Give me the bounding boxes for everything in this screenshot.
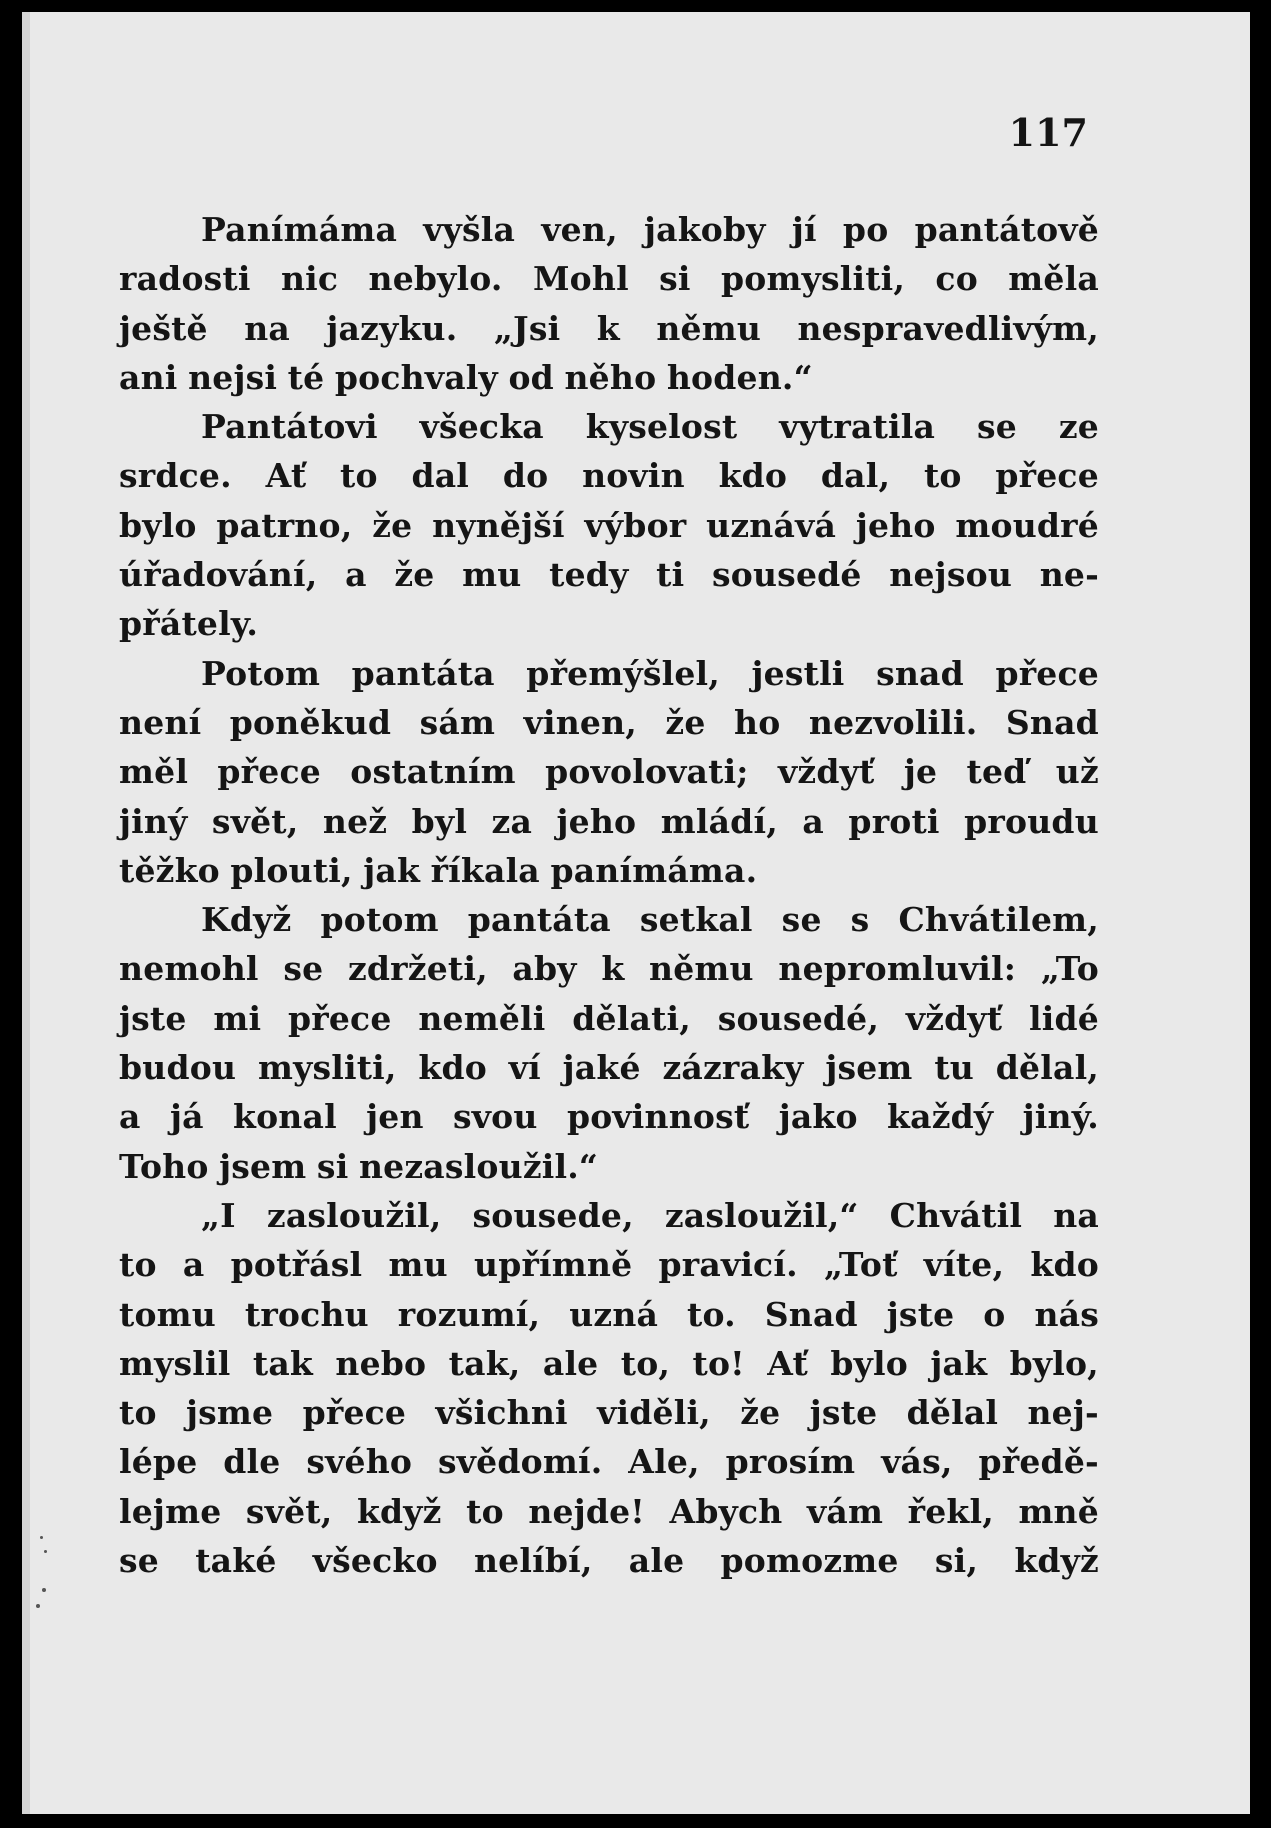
word: předě- (978, 1442, 1099, 1482)
word: povolovati; (545, 752, 749, 792)
word: jazyku. (326, 308, 458, 348)
word: jak (363, 850, 421, 890)
word: nejsou (889, 555, 1013, 595)
text-line (119, 944, 1099, 993)
text-line (119, 994, 1099, 1043)
word: se (781, 900, 822, 940)
word: zasloužil,“ (664, 1195, 859, 1235)
text-line (119, 846, 1099, 895)
word: víte, (923, 1245, 1005, 1285)
text-line (119, 550, 1099, 599)
word: sám (419, 702, 496, 742)
word: Potom (201, 653, 321, 693)
word: viděli, (597, 1393, 711, 1433)
text-line (119, 747, 1099, 796)
word: úřadování, (119, 555, 318, 595)
word: se (976, 407, 1017, 447)
word: že (665, 702, 706, 742)
word: dal, (820, 456, 891, 496)
word: přece (302, 1393, 407, 1433)
word: dle (223, 1442, 281, 1482)
word: ne- (1039, 555, 1099, 595)
word: to (923, 456, 962, 496)
word: mu (388, 1245, 448, 1285)
word: jak (930, 1343, 988, 1383)
word: povinnosť (566, 1097, 750, 1137)
word: že (740, 1393, 781, 1433)
book-page (22, 12, 1250, 1814)
word: mysliti, (257, 1048, 397, 1088)
text-line (119, 698, 1099, 747)
word: ostatním (350, 752, 516, 792)
word: němu (649, 949, 754, 989)
word: se (119, 1541, 159, 1581)
word: vám (807, 1491, 884, 1531)
word: sousedé (711, 555, 862, 595)
word: kdo (418, 1048, 487, 1088)
word: Panímáma (201, 210, 398, 249)
word: po (842, 210, 889, 249)
word: nebo (335, 1343, 427, 1383)
word: vinen, (523, 702, 637, 742)
word: pantáta (467, 900, 611, 940)
word: potom (320, 900, 439, 940)
word: aby (512, 949, 577, 989)
word: Když (201, 900, 292, 940)
word: s (850, 900, 870, 940)
word: plouti, (230, 850, 353, 890)
word: zasloužil, (266, 1195, 442, 1235)
word: jste (119, 998, 187, 1038)
word: ven, (541, 210, 618, 249)
speck (44, 1550, 47, 1553)
word: všecko (312, 1541, 438, 1581)
word: nej- (1027, 1393, 1099, 1433)
word: dělal, (995, 1048, 1099, 1088)
text-line (119, 1536, 1099, 1585)
word: myslil (119, 1343, 231, 1383)
word: svět, (245, 1491, 333, 1531)
word: pravicí. (658, 1245, 798, 1285)
text-line (119, 1043, 1099, 1092)
word: přece (995, 653, 1099, 693)
word: panímáma. (550, 850, 758, 890)
word: mi (213, 998, 262, 1038)
word: není (119, 702, 202, 742)
word: Mohl (532, 259, 629, 299)
word: sousede, (472, 1195, 634, 1235)
text-line (119, 1142, 1099, 1191)
word: kyselost (585, 407, 738, 447)
word: jestli (751, 653, 845, 693)
word: měla (1008, 259, 1099, 299)
word: svou (453, 1097, 538, 1137)
word: poněkud (229, 702, 392, 742)
word: setkal (639, 900, 753, 940)
word: konal (233, 1097, 337, 1137)
word: pantátově (914, 210, 1099, 249)
word: také (195, 1541, 277, 1581)
word: já (169, 1097, 204, 1137)
word: všichni (435, 1393, 568, 1433)
word: přece (287, 998, 392, 1038)
word: byl (411, 801, 468, 841)
word: že (372, 505, 413, 545)
body-text (119, 205, 1099, 1585)
word: Snad (1005, 702, 1099, 742)
word: upřímně (474, 1245, 633, 1285)
word: to, (620, 1343, 671, 1383)
word: jsme (186, 1393, 274, 1433)
word: na (244, 308, 290, 348)
word: zdržeti, (347, 949, 488, 989)
word: svědomí. (438, 1442, 603, 1482)
text-line (119, 1290, 1099, 1339)
word: jako (778, 1097, 858, 1137)
word: Ale, (628, 1442, 700, 1482)
word: uznává (706, 505, 837, 545)
word: všecka (419, 407, 544, 447)
word: když (1014, 1541, 1099, 1581)
word: jakoby (643, 210, 766, 249)
word: nynější (432, 505, 565, 545)
word: budou (119, 1048, 237, 1088)
word: tak (252, 1343, 313, 1383)
word: a (119, 1097, 141, 1137)
word: si, (934, 1541, 979, 1581)
word: ale (628, 1541, 685, 1581)
word: k (601, 949, 625, 989)
word: tu (934, 1048, 974, 1088)
text-line (119, 1339, 1099, 1388)
text-line (119, 599, 1099, 648)
word: té (287, 357, 325, 397)
word: dělati, (572, 998, 691, 1038)
word: co (935, 259, 978, 299)
page-left-edge (22, 12, 30, 1814)
word: novin (582, 456, 685, 496)
word: nepromluvil: (778, 949, 1017, 989)
word: bylo (830, 1343, 908, 1383)
word: vždyť (778, 752, 875, 792)
word: přátely. (119, 604, 259, 644)
word: potřásl (230, 1245, 363, 1285)
word: na (1053, 1195, 1099, 1235)
word: rozumí, (397, 1294, 541, 1334)
word: tedy (549, 555, 629, 595)
word: sousedé, (717, 998, 880, 1038)
word: svého (306, 1442, 413, 1482)
word: bylo, (1009, 1343, 1099, 1383)
word: jen (366, 1097, 424, 1137)
word: Abych (669, 1491, 783, 1531)
word: Toho (119, 1146, 209, 1186)
word: srdce. (119, 456, 232, 496)
word: ani (119, 357, 178, 397)
word: trochu (244, 1294, 369, 1334)
word: jsem (219, 1146, 307, 1186)
word: než (322, 801, 388, 841)
word: bylo (119, 505, 197, 545)
word: ještě (119, 308, 208, 348)
word: nemohl (119, 949, 259, 989)
word: řekl, (907, 1491, 994, 1531)
word: a (802, 801, 824, 841)
word: říkala (430, 850, 540, 890)
word: nespravedlivým, (797, 308, 1099, 348)
text-line (119, 649, 1099, 698)
text-line (119, 205, 1099, 254)
word: svět, (211, 801, 299, 841)
word: vytratila (779, 407, 936, 447)
word: a (345, 555, 367, 595)
word: že (394, 555, 435, 595)
speck (42, 1588, 46, 1592)
word: patrno, (216, 505, 353, 545)
word: jste (886, 1294, 955, 1334)
word: Snad (764, 1294, 858, 1334)
word: ale (542, 1343, 599, 1383)
word: mládí, (660, 801, 778, 841)
word: nejsi (188, 357, 278, 397)
word: o (983, 1294, 1006, 1334)
text-line (119, 797, 1099, 846)
word: za (491, 801, 533, 841)
word: nejde! (528, 1491, 645, 1531)
word: proti (848, 801, 940, 841)
word: vyšla (423, 210, 516, 249)
text-line (119, 254, 1099, 303)
word: neměli (418, 998, 546, 1038)
word: ze (1058, 407, 1099, 447)
word: dal (411, 456, 470, 496)
word: jste (809, 1393, 878, 1433)
text-line (119, 501, 1099, 550)
word: Ať (265, 456, 307, 496)
word: když (356, 1491, 442, 1531)
word: němu (656, 308, 762, 348)
word: jeho (855, 505, 936, 545)
word: „Toť (823, 1245, 898, 1285)
speck (40, 1536, 43, 1539)
word: těžko (119, 850, 220, 890)
word: vždyť (905, 998, 1003, 1038)
word: to (466, 1491, 504, 1531)
word: pochvaly (334, 357, 498, 397)
word: dělal (906, 1393, 999, 1433)
word: něho (564, 357, 657, 397)
word: jeho (556, 801, 637, 841)
word: nezvolili. (808, 702, 978, 742)
word: radosti (119, 259, 251, 299)
word: nezasloužil.“ (358, 1146, 599, 1186)
word: vás, (881, 1442, 953, 1482)
word: kdo (1030, 1245, 1099, 1285)
text-line (119, 895, 1099, 944)
word: tak, (448, 1343, 521, 1383)
word: moudré (955, 505, 1099, 545)
word: Ať (767, 1343, 808, 1383)
word: pomysliti, (720, 259, 906, 299)
word: ti (656, 555, 685, 595)
word: jsem (825, 1048, 913, 1088)
word: zázraky (662, 1048, 804, 1088)
word: to. (687, 1294, 736, 1334)
speck (36, 1604, 40, 1608)
word: jaké (562, 1048, 641, 1088)
word: výbor (584, 505, 687, 545)
word: a (182, 1245, 205, 1285)
word: každý (887, 1097, 994, 1137)
word: nelíbí, (473, 1541, 593, 1581)
word: jiný (119, 801, 188, 841)
word: ho (734, 702, 781, 742)
word: to! (692, 1343, 745, 1383)
text-line (119, 1092, 1099, 1141)
word: od (508, 357, 554, 397)
word: nebylo. (368, 259, 503, 299)
word: to (119, 1245, 157, 1285)
word: přece (995, 456, 1099, 496)
text-line (119, 451, 1099, 500)
word: to (119, 1393, 157, 1433)
word: je (903, 752, 938, 792)
word: k (596, 308, 620, 348)
word: si (316, 1146, 349, 1186)
word: mně (1018, 1491, 1099, 1531)
word: proudu (964, 801, 1099, 841)
word: Pantátovi (201, 407, 378, 447)
word: lépe (119, 1442, 198, 1482)
word: nic (280, 259, 339, 299)
word: nás (1034, 1294, 1099, 1334)
word: mu (462, 555, 522, 595)
text-line (119, 1191, 1099, 1240)
word: pantáta (351, 653, 495, 693)
text-line (119, 304, 1099, 353)
word: Chvátilem, (898, 900, 1099, 940)
word: lidé (1029, 998, 1099, 1038)
word: „I (201, 1195, 236, 1235)
word: prosím (725, 1442, 856, 1482)
word: jí (791, 210, 817, 249)
word: to (340, 456, 378, 496)
text-line (119, 402, 1099, 451)
word: jiný. (1022, 1097, 1099, 1137)
word: pomozme (720, 1541, 899, 1581)
text-line (119, 1240, 1099, 1289)
word: měl (119, 752, 189, 792)
word: si (659, 259, 691, 299)
word: Chvátil (889, 1195, 1023, 1235)
word: do (502, 456, 549, 496)
text-line (119, 1437, 1099, 1486)
print-specks (34, 1532, 64, 1652)
word: „Jsi (493, 308, 561, 348)
page-number: 117 (1008, 110, 1088, 155)
word: ví (508, 1048, 541, 1088)
word: snad (876, 653, 964, 693)
word: už (1055, 752, 1099, 792)
word: teď (966, 752, 1027, 792)
text-line (119, 1388, 1099, 1437)
word: lejme (119, 1491, 222, 1531)
word: „To (1040, 949, 1099, 989)
text-line (119, 1487, 1099, 1536)
word: kdo (718, 456, 788, 496)
text-line (119, 353, 1099, 402)
word: přece (217, 752, 321, 792)
word: hoden.“ (666, 357, 813, 397)
word: přemýšlel, (526, 653, 720, 693)
word: tomu (119, 1294, 216, 1334)
word: uzná (569, 1294, 659, 1334)
word: se (283, 949, 324, 989)
